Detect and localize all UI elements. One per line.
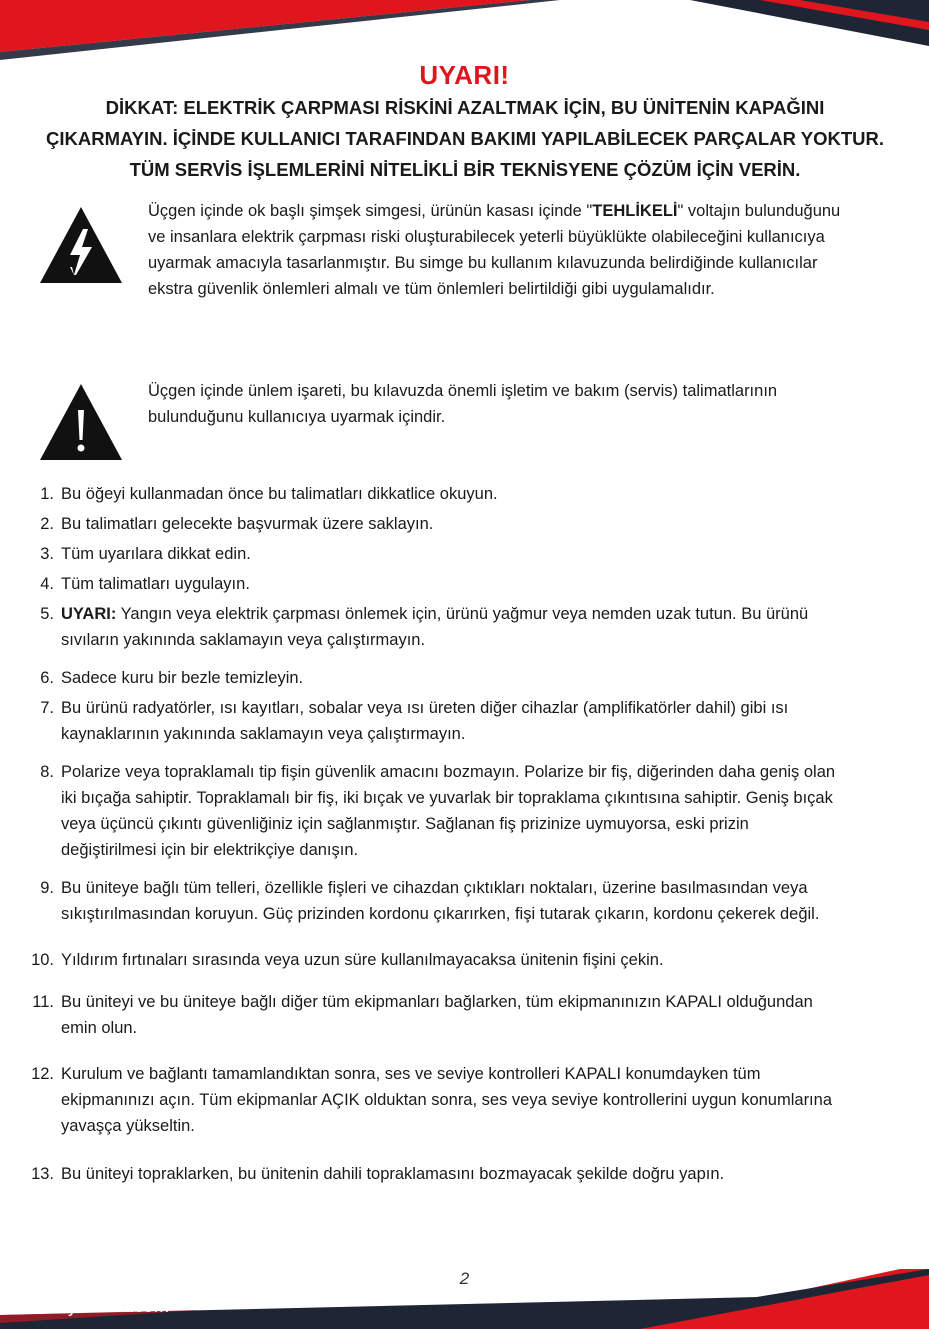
instruction-number: 8. xyxy=(40,763,54,781)
instruction-text: Bu üniteyi topraklarken, bu ünitenin dahili topraklamasını bozmayacak şekilde doğru yapın. xyxy=(61,1165,725,1183)
lightning-symbol-description xyxy=(148,198,848,302)
instruction-item xyxy=(20,511,840,537)
instruction-number: 13. xyxy=(31,1165,54,1183)
exclamation-warning-triangle-icon xyxy=(40,384,122,460)
warning-title: UYARI! xyxy=(419,60,510,90)
exclamation-symbol-description: Üçgen içinde ünlem işareti, bu kılavuzda önemli işletim ve bakım (servis) talimatlarının bulunduğunu kullanıcıya uyarmak içindir. xyxy=(148,382,778,426)
caution-statement: DİKKAT: ELEKTRİK ÇARPMASI RİSKİNİ AZALTMAK İÇİN, BU ÜNİTENİN KAPAĞINI ÇIKARMAYIN. İÇİNDE KULLANICI TARAFINDAN BAKIMI YAPILABİLECEK PARÇALAR YOKTUR. TÜM SERVİS İŞLEMLERİNİ NİTELİKLİ BİR TEKNİSYENE ÇÖZÜM İÇİN VERİN. xyxy=(45,97,884,180)
safety-instructions-list xyxy=(20,481,840,1187)
footer-website-link[interactable]: www.PyleUSA.com xyxy=(12,1296,170,1316)
instruction-number: 5. xyxy=(40,605,54,623)
instruction-number: 10. xyxy=(31,951,54,969)
lightning-text-after: " voltajın bulunduğunu ve insanlara elektrik çarpması riski oluşturabilecek yeterli büyüklükte olabileceğini kullanıcıya uyarmak amacıyla tasarlanmıştır. Bu simge bu kullanım kılavuzunda belirdiğinde kullanıcılar ekstra güvenlik önlemleri almalı ve tüm önlemleri belirtildiği gibi uygulamalıdır. xyxy=(148,202,841,298)
instruction-text: Sadece kuru bir bezle temizleyin. xyxy=(61,669,304,687)
instruction-text: Kurulum ve bağlantı tamamlandıktan sonra, ses ve seviye kontrolleri KAPALI konumdayken tüm ekipmanınızı açın. Tüm ekipmanlar AÇIK olduktan sonra, ses veya seviye kontrollerini uygun konumlarına yavaşça yükseltin. xyxy=(61,1065,832,1135)
instruction-item xyxy=(20,947,840,973)
instruction-text: Tüm talimatları uygulayın. xyxy=(61,575,250,593)
instruction-item xyxy=(20,695,840,747)
top-decorative-band xyxy=(0,0,929,60)
lightning-text-before: Üçgen içinde ok başlı şimşek simgesi, ürünün kasası içinde " xyxy=(148,202,593,220)
instruction-text: Bu üniteyi ve bu üniteye bağlı diğer tüm ekipmanları bağlarken, tüm ekipmanınızın KAPALI olduğundan emin olun. xyxy=(61,993,813,1037)
instruction-number: 2. xyxy=(40,515,54,533)
instruction-text: Bu ürünü radyatörler, ısı kayıtları, sobalar veya ısı üreten diğer cihazlar (amplifikatörler dahil) gibi ısı kaynaklarının yakınında saklamayın veya çalıştırmayın. xyxy=(61,699,789,743)
instruction-text: Bu üniteye bağlı tüm telleri, özellikle fişleri ve cihazdan çıktıkları noktaları, üzerine basılmasından veya sıkıştırılmasından koruyun. Güç prizinden kordonu çıkarırken, fişi tutarak çıkarın, kordonu çekerek değil. xyxy=(61,879,820,923)
instruction-item xyxy=(20,759,840,863)
lightning-warning-triangle-icon xyxy=(40,207,122,283)
instruction-item xyxy=(20,601,840,653)
instruction-text: Bu öğeyi kullanmadan önce bu talimatları dikkatlice okuyun. xyxy=(61,485,498,503)
instruction-number: 1. xyxy=(40,485,54,503)
instruction-number: 3. xyxy=(40,545,54,563)
instruction-number: 9. xyxy=(40,879,54,897)
instruction-item xyxy=(20,1161,840,1187)
instruction-number: 6. xyxy=(40,669,54,687)
page-number: 2 xyxy=(459,1269,470,1288)
instruction-item xyxy=(20,541,840,567)
instruction-item xyxy=(20,665,840,691)
instruction-number: 11. xyxy=(32,993,54,1011)
instruction-item xyxy=(20,571,840,597)
instruction-item xyxy=(20,989,840,1041)
instruction-text: Bu talimatları gelecekte başvurmak üzere saklayın. xyxy=(61,515,434,533)
instruction-number: 4. xyxy=(40,575,54,593)
instruction-number: 12. xyxy=(31,1065,54,1083)
instruction-number: 7. xyxy=(40,699,54,717)
instruction-item xyxy=(20,481,840,507)
instruction-item xyxy=(20,875,840,927)
instruction-text: Tüm uyarılara dikkat edin. xyxy=(61,545,251,563)
instruction-text: Polarize veya topraklamalı tip fişin güvenlik amacını bozmayın. Polarize bir fiş, diğerinden daha geniş olan iki bıçağa sahiptir. Topraklamalı bir fiş, iki bıçak ve yuvarlak bir topraklama çıkıntısına sahiptir. Geniş bıçak veya üçüncü çıkıntı güvenliğiniz için sağlanmıştır. Sağlanan fiş prizinize uymuyorsa, eski prizin değiştirilmesi için bir elektrikçiye danışın. xyxy=(61,763,836,859)
instruction-text: Yangın veya elektrik çarpması önlemek için, ürünü yağmur veya nemden uzak tutun. Bu ürünü sıvıların yakınında saklamayın veya çalıştırmayın. xyxy=(61,605,809,649)
instruction-bold-label: UYARI: xyxy=(61,605,117,623)
instruction-item xyxy=(20,1061,840,1139)
lightning-text-bold: TEHLİKELİ xyxy=(592,202,678,220)
instruction-text: Yıldırım fırtınaları sırasında veya uzun süre kullanılmayacaksa ünitenin fişini çekin. xyxy=(61,951,664,969)
